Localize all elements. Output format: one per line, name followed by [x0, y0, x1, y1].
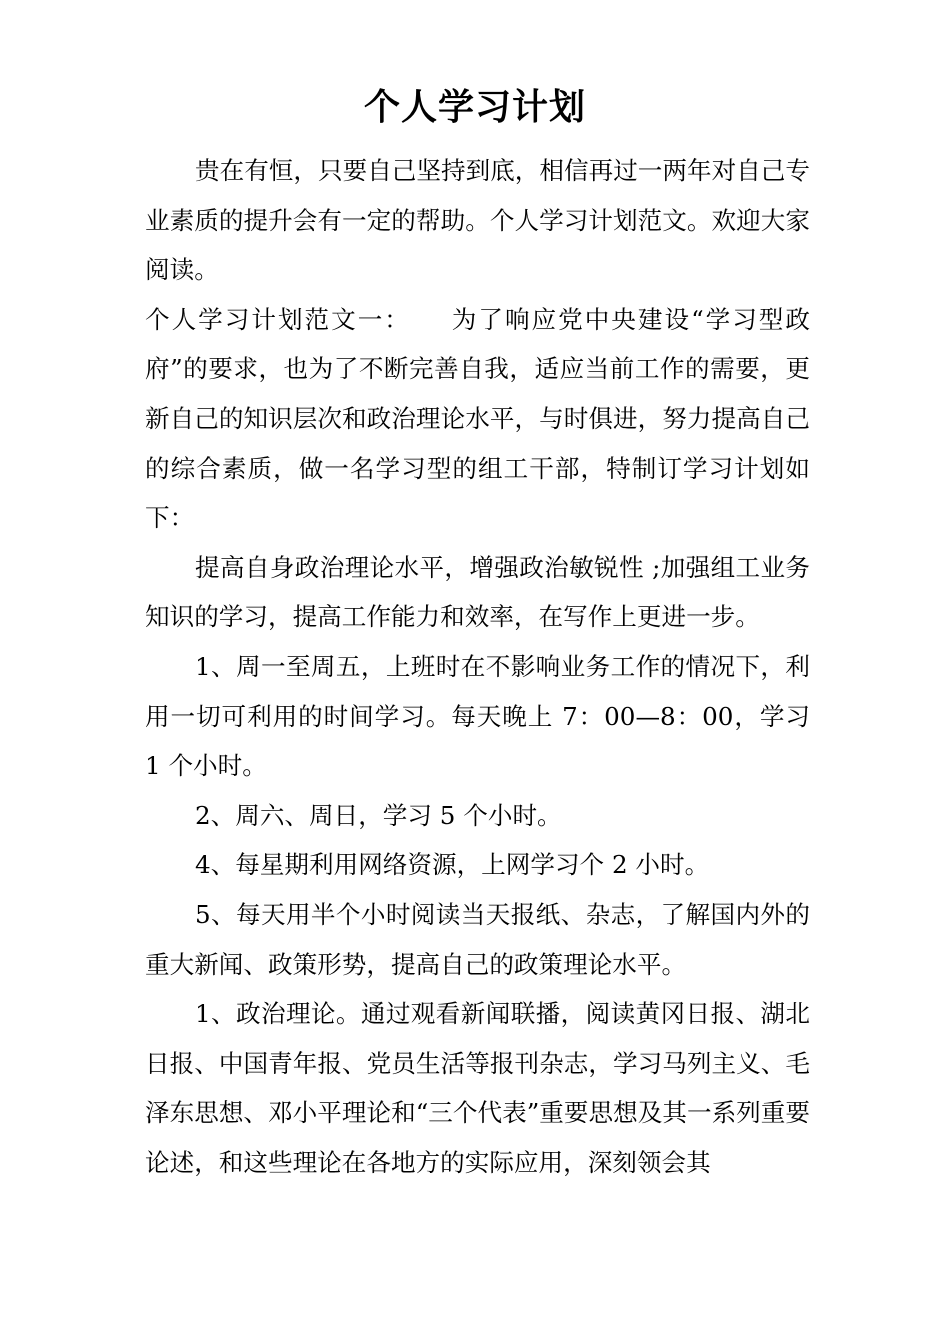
- paragraph-online-study: 4、每星期利用网络资源，上网学习个 2 小时。: [195, 850, 710, 880]
- document-title: 个人学习计划: [363, 86, 586, 128]
- document-body: [145, 146, 810, 1187]
- paragraph-goals: 提高自身政治理论水平，增强政治敏锐性 ;加强组工业务知识的学习，提高工作能力和效率，在写作上更进一步。: [145, 552, 810, 632]
- paragraph-political-theory: 1、政治理论。通过观看新闻联播，阅读黄冈日报、湖北日报、中国青年报、党员生活等报刊杂志，学习马列主义、毛泽东思想、邓小平理论和“三个代表”重要思想及其一系列重要论述，和这些理论在各地方的实际应用，深刻领会其: [145, 999, 810, 1177]
- paragraph-intro: 贵在有恒，只要自己坚持到底，相信再过一两年对自己专业素质的提升会有一定的帮助。个人学习计划范文。欢迎大家阅读。: [145, 156, 810, 285]
- paragraph-sample-one: 个人学习计划范文一： 为了响应党中央建设“学习型政府”的要求，也为了不断完善自我，适应当前工作的需要，更新自己的知识层次和政治理论水平，与时俱进，努力提高自己的综合素质，做一名学习型的组工干部，特制订学习计划如下：: [145, 304, 810, 533]
- paragraph-daily-reading: 5、每天用半个小时阅读当天报纸、杂志，了解国内外的重大新闻、政策形势，提高自己的政策理论水平。: [145, 899, 810, 979]
- paragraph-weekday-study: 1、周一至周五，上班时在不影响业务工作的情况下，利用一切可利用的时间学习。每天晚上 7：00—8：00，学习 1 个小时。: [145, 651, 810, 781]
- paragraph-weekend-study: 2、周六、周日，学习 5 个小时。: [195, 800, 562, 830]
